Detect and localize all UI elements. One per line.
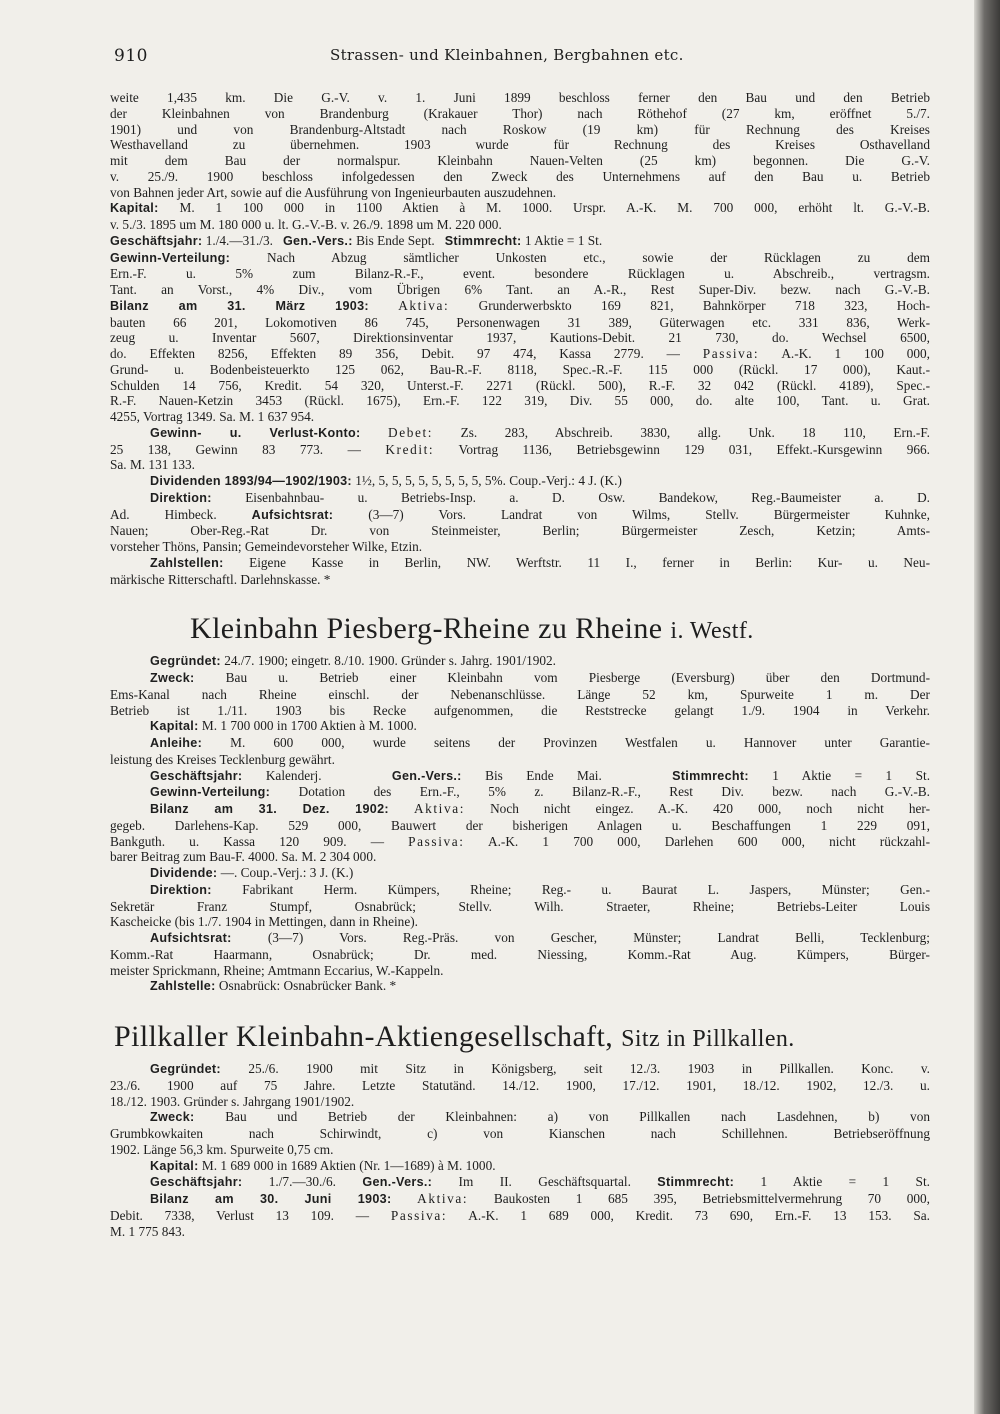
page-body: [110, 90, 930, 1239]
text-line: [110, 1208, 930, 1224]
zahlstelle-label: Zahlstelle:: [150, 979, 216, 994]
text-line: Grund- u. Bodenbeisteuerkto 125 062, Bau-R.-F. 8118, Spec.-R.-F. 115 000 (Rückl. 17 000), Kaut.-: [110, 361, 930, 377]
bilanz-text: Bankguth. u. Kassa 120 909. —: [110, 833, 384, 849]
gewinn-konto-text: Vortrag 1136, Betriebsgewinn 129 031, Effekt.-Kursgewinn 966.: [458, 441, 930, 457]
direktion-entry: [110, 490, 930, 507]
stimmrecht-value: 1 Aktie = 1 St.: [524, 232, 603, 248]
bilanz-entry: [110, 298, 930, 315]
gewinn-verteilung-value: Dotation des Ern.-F., 5% z. Bilanz-R.-F., Rest Div. bezw. nach G.-V.-B.: [298, 784, 930, 800]
text-line: Ems-Kanal nach Rheine einschl. der Nebenanschlüsse. Länge 52 km, Spurweite 1 m. Der: [110, 686, 930, 702]
text-line: M. 1 775 843.: [110, 1223, 185, 1239]
bilanz-entry: [110, 801, 930, 818]
text-line: 1902. Länge 56,3 km. Spurweite 0,75 cm.: [110, 1141, 334, 1157]
geschaeftsjahr-label: Geschäftsjahr:: [150, 768, 243, 783]
aktiva-label: Aktiva:: [417, 1191, 469, 1206]
gegruendet-value: 25./6. 1900 mit Sitz in Königsberg, seit 12./3. 1903 in Pillkallen. Konc. v.: [248, 1061, 930, 1076]
text-line: Sa. M. 131 133.: [110, 457, 195, 473]
zahlstellen-entry: [110, 555, 930, 572]
aktiva-label: Aktiva:: [398, 297, 450, 313]
text-line: Sekretär Franz Stumpf, Osnabrück; Stellv. Wilh. Straeter, Rheine; Betriebs-Leiter Louis: [110, 898, 930, 914]
geschaeftsjahr-entry: [110, 768, 930, 785]
section-pillkaller: [110, 1061, 930, 1239]
text-line: mit dem Bau der normalspur. Kleinbahn Nauen-Velten (25 km) begonnen. Die G.-V.: [110, 153, 930, 168]
bilanz-text: do. Effekten 8256, Effekten 89 356, Debit. 97 474, Kassa 2779. —: [110, 346, 680, 361]
passiva-label: Passiva:: [390, 1207, 448, 1223]
gen-vers-value: Im II. Geschäftsquartal.: [458, 1174, 631, 1190]
anleihe-label: Anleihe:: [150, 736, 203, 750]
section-title: [110, 1019, 930, 1057]
bilanz-text: A.-K. 1 689 000, Kredit. 73 690, Ern.-F. 13 153. Sa.: [468, 1207, 930, 1223]
zweck-entry: [110, 670, 930, 687]
gewinn-verteilung-entry: [110, 784, 930, 801]
text-line: R.-F. Nauen-Ketzin 3453 (Rückl. 1675), Ern.-F. 122 319, Div. 55 000, do. alte 100, Tant. u. Grat.: [110, 393, 930, 409]
geschaeftsjahr-value: 1./7.—30./6.: [268, 1174, 336, 1190]
gen-vers-value: Bis Ende Sept.: [356, 232, 435, 248]
text-line: vorsteher Thöns, Pansin; Gemeindevorsteher Wilke, Etzin.: [110, 539, 423, 554]
kapital-entry: [110, 718, 930, 735]
text-line: [110, 507, 930, 524]
bilanz-value: Grunderwerbskto 169 821, Bahnkörper 718 323, Hoch-: [478, 297, 930, 313]
text-line: Kascheicke (bis 1./7. 1904 in Mettingen, dann in Rheine).: [110, 914, 418, 930]
aktiva-label: Aktiva:: [413, 801, 466, 816]
bilanz-value: Noch nicht eingez. A.-K. 420 000, noch nicht her-: [490, 801, 930, 816]
text-line: Nauen; Ober-Reg.-Rat Dr. von Steinmeister, Berlin; Bürgermeister Zesch, Ketzin; Amts-: [110, 523, 930, 539]
stimmrecht-label: Stimmrecht:: [672, 768, 749, 783]
zweck-label: Zweck:: [150, 671, 195, 685]
dividende-value: —. Coup.-Verj.: 3 J. (K.): [220, 865, 354, 880]
text-line: weite 1,435 km. Die G.-V. v. 1. Juni 1899 beschloss ferner den Bau und den Betrieb: [110, 90, 930, 105]
bilanz-entry: [110, 1191, 930, 1208]
dividende-label: Dividende:: [150, 866, 218, 880]
gewinn-verteilung-entry: [110, 250, 930, 267]
text-line: v. 5./3. 1895 um M. 180 000 u. lt. G.-V.-B. v. 26./9. 1898 um M. 220 000.: [110, 217, 502, 232]
direktion-label: Direktion:: [150, 882, 212, 897]
section-title-main: Pillkaller Kleinbahn-Aktiengesellschaft,: [114, 1020, 614, 1053]
geschaeftsjahr-value: 1./4.—31./3.: [205, 232, 273, 248]
passiva-label: Passiva:: [408, 833, 465, 849]
bilanz-value: Baukosten 1 685 395, Betriebsmittelvermehrung 70 000,: [493, 1191, 930, 1206]
aufsichtsrat-label: Aufsichtsrat:: [251, 507, 334, 522]
direktion-value: Fabrikant Herm. Kümpers, Rheine; Reg.- u. Baurat L. Jaspers, Münster; Gen.-: [242, 881, 930, 897]
text-line: der Kleinbahnen von Brandenburg (Krakauer Thor) nach Röthehof (27 km, eröffnet 5./7.: [110, 105, 930, 121]
text-line: meister Sprickmann, Rheine; Amtmann Eccarius, W.-Kappeln.: [110, 962, 444, 978]
text-line: [110, 346, 930, 362]
text-line: 1901) und von Brandenburg-Altstadt nach Roskow (19 km) für Rechnung des Kreises: [110, 121, 930, 137]
running-head: Strassen- und Kleinbahnen, Bergbahnen etc.: [330, 46, 684, 64]
text-line: gegeb. Darlehens-Kap. 529 000, Bauwert der bisherigen Anlagen u. Beschaffungen 1 229 091,: [110, 817, 930, 833]
zweck-label: Zweck:: [150, 1110, 195, 1125]
zweck-value: Bau u. Betrieb einer Kleinbahn vom Piesberge (Eversburg) über den Dortmund-: [225, 670, 930, 685]
dividenden-label: Dividenden 1893/94—1902/1903:: [150, 474, 352, 488]
bilanz-label: Bilanz am 31. März 1903:: [110, 298, 369, 313]
section-continuation: [110, 90, 930, 587]
dividende-entry: [110, 865, 930, 882]
gen-vers-label: Gen.-Vers.:: [282, 233, 353, 248]
zahlstelle-value: Osnabrück: Osnabrücker Bank. *: [218, 978, 397, 994]
gegruendet-value: 24./7. 1900; eingetr. 8./10. 1900. Gründer s. Jahrg. 1901/1902.: [224, 653, 556, 669]
debet-label: Debet:: [388, 424, 434, 440]
kapital-label: Kapital:: [150, 1158, 199, 1173]
kapital-value: M. 1 700 000 in 1700 Aktien à M. 1000.: [201, 718, 417, 734]
section-piesberg-rheine: [110, 653, 930, 995]
stimmrecht-label: Stimmrecht:: [444, 233, 522, 248]
text-line: Betrieb ist 1./11. 1903 bis Recke aufgenommen, die Reststrecke gelangt 1./9. 1904 in Verkehr.: [110, 702, 930, 718]
aufsichtsrat-label: Aufsichtsrat:: [150, 931, 232, 945]
gewinn-verteilung-value: Nach Abzug sämtlicher Unkosten etc., sowie der Rücklagen zu dem: [266, 249, 930, 265]
text-line: von Bahnen jeder Art, sowie auf die Ausführung von Ingenieurbauten auszudehnen.: [110, 184, 557, 200]
stimmrecht-label: Stimmrecht:: [657, 1175, 735, 1190]
direktion-label: Direktion:: [150, 490, 212, 505]
bilanz-text: A.-K. 1 100 000,: [781, 346, 930, 361]
dividenden-entry: [110, 473, 930, 490]
kapital-value: M. 1 689 000 in 1689 Aktien (Nr. 1—1689) à M. 1000.: [201, 1157, 496, 1173]
kapital-entry: [110, 200, 930, 217]
kredit-label: Kredit:: [385, 441, 435, 457]
kapital-value: M. 1 100 000 in 1100 Aktien à M. 1000. Urspr. A.-K. M. 700 000, erhöht lt. G.-V.-B.: [179, 200, 930, 216]
direktion-value: Eisenbahnbau- u. Betriebs-Insp. a. D. Osw. Bandekow, Reg.-Baumeister a. D.: [245, 489, 930, 505]
gewinn-verteilung-label: Gewinn-Verteilung:: [110, 250, 231, 265]
gewinn-konto-text: 25 138, Gewinn 83 773. —: [110, 441, 361, 457]
gen-vers-value: Bis Ende Mai.: [485, 767, 602, 783]
text-line: 4255, Vortrag 1349. Sa. M. 1 637 954.: [110, 409, 315, 424]
geschaeftsjahr-entry: [110, 233, 930, 250]
zahlstelle-entry: [110, 978, 930, 995]
text-line: Westhavelland zu übernehmen. 1903 wurde für Rechnung des Kreises Osthavelland: [110, 137, 930, 153]
zweck-entry: [110, 1109, 930, 1126]
gen-vers-label: Gen.-Vers.:: [391, 768, 462, 783]
text-line: 18./12. 1903. Gründer s. Jahrgang 1901/1902.: [110, 1093, 355, 1109]
bilanz-text: Debit. 7338, Verlust 13 109. —: [110, 1207, 370, 1223]
section-title-main: Kleinbahn Piesberg-Rheine zu Rheine: [190, 612, 663, 646]
geschaeftsjahr-entry: [110, 1174, 930, 1191]
text-line: Grumbkowkaiten nach Schirwindt, c) von Kianschen nach Schillehnen. Betriebseröffnung: [110, 1126, 930, 1141]
zahlstellen-label: Zahlstellen:: [150, 555, 224, 570]
bilanz-text: A.-K. 1 700 000, Darlehen 600 000, nicht rückzahl-: [487, 833, 930, 849]
bilanz-label: Bilanz am 30. Juni 1903:: [150, 1192, 392, 1206]
text-line: Ern.-F. u. 5% zum Bilanz-R.-F., event. besondere Rücklagen u. Abschreib., vertragsm.: [110, 266, 930, 282]
text-line: bauten 66 201, Lokomotiven 86 745, Personenwagen 31 389, Güterwagen etc. 331 836, Werk-: [110, 314, 930, 330]
bilanz-label: Bilanz am 31. Dez. 1902:: [150, 802, 389, 816]
direktion-text: Ad. Himbeck.: [110, 506, 217, 522]
section-title-suffix: Sitz in Pillkallen.: [621, 1026, 795, 1052]
geschaeftsjahr-label: Geschäftsjahr:: [150, 1175, 243, 1190]
aufsichtsrat-entry: [110, 930, 930, 947]
gegruendet-entry: [110, 653, 930, 670]
zahlstellen-value: Eigene Kasse in Berlin, NW. Werftstr. 11 I., ferner in Berlin: Kur- u. Neu-: [249, 554, 930, 570]
section-title: [110, 611, 930, 649]
gegruendet-label: Gegründet:: [150, 1062, 221, 1076]
direktion-entry: [110, 882, 930, 899]
page-number: 910: [114, 46, 148, 66]
aufsichtsrat-value: (3—7) Vors. Landrat von Wilms, Stellv. Bürgermeister Kuhnke,: [368, 506, 930, 522]
text-line: zeug u. Inventar 5607, Direktionsinventar 1937, Kautions-Debit. 21 730, do. Wechsel 6500,: [110, 330, 930, 346]
text-line: v. 25./9. 1900 beschloss infolgedessen den Zweck des Unternehmens auf den Bau u. Betrieb: [110, 168, 930, 184]
scan-edge-shadow: [974, 0, 1000, 1414]
gewinn-konto-entry: [110, 425, 930, 442]
zweck-value: Bau und Betrieb der Kleinbahnen: a) von Pillkallen nach Lasdehnen, b) von: [225, 1109, 930, 1125]
gewinn-konto-value: Zs. 283, Abschreib. 3830, allg. Unk. 18 110, Ern.-F.: [460, 424, 930, 440]
text-line: Schulden 14 756, Kredit. 54 320, Unterst.-F. 2271 (Rückl. 500), R.-F. 32 042 (Rückl. 4189), Spec.-: [110, 377, 930, 393]
geschaeftsjahr-label: Geschäftsjahr:: [110, 233, 203, 248]
page-header: [114, 46, 934, 70]
gegruendet-label: Gegründet:: [150, 654, 221, 669]
stimmrecht-value: 1 Aktie = 1 St.: [760, 1174, 930, 1190]
text-line: 23./6. 1900 auf 75 Jahre. Letzte Statutänd. 14./12. 1900, 17./12. 1901, 18./12. 1902, 12./3. u.: [110, 1077, 930, 1093]
gegruendet-entry: [110, 1061, 930, 1078]
text-line: Tant. an Vorst., 4% Div., vom Übrigen 6% Tant. an A.-R., Rest Super-Div. bezw. nach G.-V.-B.: [110, 282, 930, 297]
anleihe-entry: [110, 735, 930, 752]
text-line: barer Beitrag zum Bau-F. 4000. Sa. M. 2 304 000.: [110, 849, 377, 865]
anleihe-value: M. 600 000, wurde seitens der Provinzen Westfalen u. Hannover unter Garantie-: [230, 735, 930, 750]
kapital-label: Kapital:: [110, 201, 159, 216]
dividenden-value: 1½, 5, 5, 5, 5, 5, 5, 5, 5, 5%. Coup.-Verj.: 4 J. (K.): [355, 473, 622, 488]
text-line: Komm.-Rat Haarmann, Osnabrück; Dr. med. Niessing, Komm.-Rat Aug. Kümpers, Bürger-: [110, 946, 930, 962]
gewinn-verteilung-label: Gewinn-Verteilung:: [150, 785, 271, 800]
kapital-entry: [110, 1158, 930, 1175]
kapital-label: Kapital:: [150, 719, 199, 734]
passiva-label: Passiva:: [702, 346, 760, 361]
section-title-suffix: i. Westf.: [670, 618, 754, 645]
text-line: [110, 834, 930, 850]
text-line: leistung des Kreises Tecklenburg gewährt.: [110, 751, 335, 767]
aufsichtsrat-value: (3—7) Vors. Reg.-Präs. von Gescher, Münster; Landrat Belli, Tecklenburg;: [267, 930, 930, 945]
text-line: märkische Ritterschaftl. Darlehnskasse. *: [110, 571, 331, 587]
gen-vers-label: Gen.-Vers.:: [362, 1175, 433, 1190]
geschaeftsjahr-value: Kalenderj.: [265, 767, 322, 783]
stimmrecht-value: 1 Aktie = 1 St.: [772, 767, 930, 783]
gewinn-konto-label: Gewinn- u. Verlust-Konto:: [150, 425, 361, 440]
text-line: [110, 442, 930, 458]
